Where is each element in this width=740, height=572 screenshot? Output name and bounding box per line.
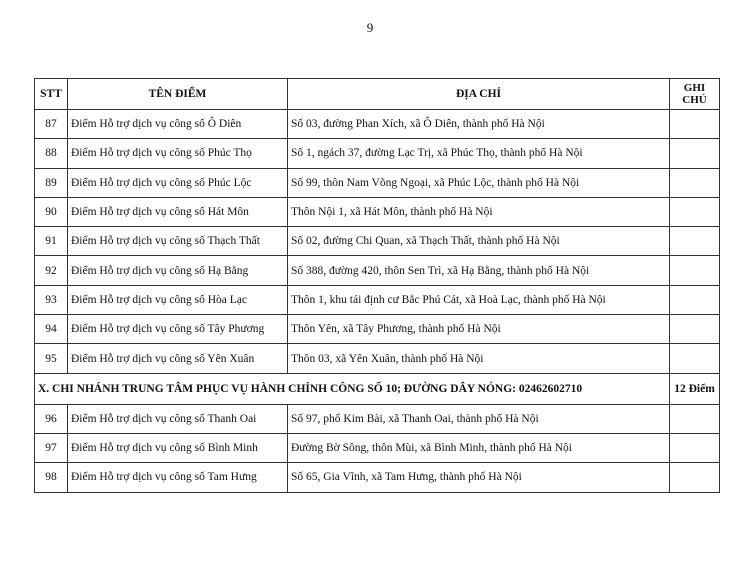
cell-address: Đường Bờ Sông, thôn Mùi, xã Bình Minh, thành phố Hà Nội [288,433,670,462]
cell-address: Số 65, Gia Vĩnh, xã Tam Hưng, thành phố Hà Nội [288,463,670,492]
cell-note [670,315,720,344]
table-row [35,463,720,492]
table-row [35,139,720,168]
table-row [35,110,720,139]
table-row [35,404,720,433]
service-points-table [34,78,720,493]
table-row [35,285,720,314]
cell-note [670,463,720,492]
cell-stt: 95 [35,344,68,373]
cell-address: Thôn Nội 1, xã Hát Môn, thành phố Hà Nội [288,197,670,226]
cell-note [670,256,720,285]
cell-address: Số 99, thôn Nam Võng Ngoại, xã Phúc Lộc, thành phố Hà Nội [288,168,670,197]
cell-address: Số 1, ngách 37, đường Lạc Trị, xã Phúc Thọ, thành phố Hà Nội [288,139,670,168]
table-body-after [35,404,720,492]
section-title: X. CHI NHÁNH TRUNG TÂM PHỤC VỤ HÀNH CHÍNH CÔNG SỐ 10; ĐƯỜNG DÂY NÓNG: 02462602710 [35,373,670,404]
page-number: 9 [366,20,374,35]
cell-note [670,110,720,139]
cell-note [670,285,720,314]
header-address: ĐỊA CHỈ [288,79,670,110]
table-header-row [35,79,720,110]
cell-stt: 87 [35,110,68,139]
cell-name: Điểm Hỗ trợ dịch vụ công số Hạ Bằng [68,256,288,285]
table-row [35,433,720,462]
cell-stt: 97 [35,433,68,462]
cell-note [670,344,720,373]
section-count: 12 Điểm [670,373,720,404]
cell-note [670,433,720,462]
table-body-before [35,110,720,374]
cell-address: Thôn Yên, xã Tây Phương, thành phố Hà Nội [288,315,670,344]
cell-address: Thôn 1, khu tái định cư Bắc Phú Cát, xã Hoà Lạc, thành phố Hà Nội [288,285,670,314]
cell-stt: 93 [35,285,68,314]
header-stt: STT [35,79,68,110]
table-row [35,344,720,373]
table-row [35,256,720,285]
cell-name: Điểm Hỗ trợ dịch vụ công số Ô Diên [68,110,288,139]
cell-note [670,139,720,168]
cell-name: Điểm Hỗ trợ dịch vụ công số Hát Môn [68,197,288,226]
cell-address: Số 97, phố Kim Bài, xã Thanh Oai, thành phố Hà Nội [288,404,670,433]
cell-stt: 88 [35,139,68,168]
cell-name: Điểm Hỗ trợ dịch vụ công số Hòa Lạc [68,285,288,314]
cell-name: Điểm Hỗ trợ dịch vụ công số Tây Phương [68,315,288,344]
cell-note [670,227,720,256]
cell-stt: 98 [35,463,68,492]
cell-stt: 96 [35,404,68,433]
cell-address: Thôn 03, xã Yên Xuân, thành phố Hà Nội [288,344,670,373]
cell-name: Điểm Hỗ trợ dịch vụ công số Phúc Lộc [68,168,288,197]
cell-stt: 94 [35,315,68,344]
cell-note [670,404,720,433]
cell-address: Số 03, đường Phan Xích, xã Ô Diên, thành phố Hà Nội [288,110,670,139]
table-row [35,168,720,197]
header-name: TÊN ĐIỂM [68,79,288,110]
table-row [35,315,720,344]
cell-address: Số 388, đường 420, thôn Sen Trì, xã Hạ Bằng, thành phố Hà Nội [288,256,670,285]
cell-name: Điểm Hỗ trợ dịch vụ công số Bình Minh [68,433,288,462]
cell-note [670,197,720,226]
cell-stt: 90 [35,197,68,226]
cell-stt: 91 [35,227,68,256]
cell-name: Điểm Hỗ trợ dịch vụ công số Yên Xuân [68,344,288,373]
table-row [35,197,720,226]
cell-stt: 89 [35,168,68,197]
table-row [35,227,720,256]
cell-name: Điểm Hỗ trợ dịch vụ công số Thanh Oai [68,404,288,433]
cell-note [670,168,720,197]
cell-name: Điểm Hỗ trợ dịch vụ công số Tam Hưng [68,463,288,492]
cell-name: Điểm Hỗ trợ dịch vụ công số Phúc Thọ [68,139,288,168]
header-note: GHI CHÚ [670,79,720,110]
cell-stt: 92 [35,256,68,285]
cell-name: Điểm Hỗ trợ dịch vụ công số Thạch Thất [68,227,288,256]
cell-address: Số 02, đường Chi Quan, xã Thạch Thất, thành phố Hà Nội [288,227,670,256]
section-row [35,373,720,404]
